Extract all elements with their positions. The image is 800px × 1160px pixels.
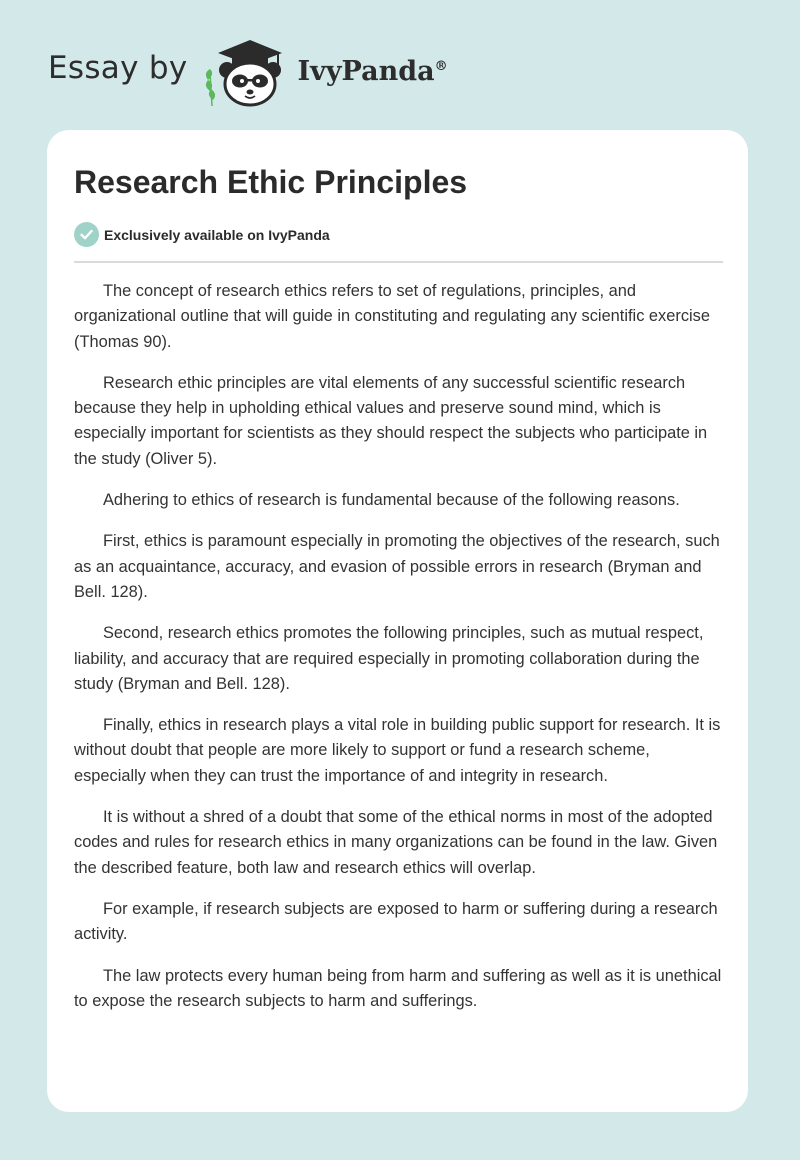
exclusive-badge-label: Exclusively available on IvyPanda bbox=[104, 226, 330, 243]
paragraph: It is without a shred of a doubt that some of the ethical norms in most of the adopted codes and rules for research ethics in many organizations can be found in the law. Given the described feature, both law and research ethics will overlap. bbox=[74, 808, 718, 877]
paragraph: Research ethic principles are vital elements of any successful scientific research because they help in upholding ethical values and preserve sound mind, which is especially important for scientists as they should respect the subjects who participate in the study (Oliver 5). bbox=[74, 373, 708, 468]
registered-mark: ® bbox=[434, 58, 448, 74]
paragraph: Finally, ethics in research plays a vital role in building public support for research. It is without doubt that people are more likely to support or fund a research scheme, especially when they can trust the importance of and integrity in research. bbox=[74, 716, 721, 785]
page-title: Research Ethic Principles bbox=[74, 164, 468, 200]
panda-graduation-cap-logo-icon[interactable] bbox=[202, 36, 298, 108]
paragraph: Second, research ethics promotes the following principles, such as mutual respect, liability, and accuracy that are required especially in promoting collaboration during the study (Bryman and Bell. 128). bbox=[74, 624, 704, 693]
paragraph: The concept of research ethics refers to set of regulations, principles, and organizational outline that will guide in constituting and regulating any scientific exercise (Thomas 90). bbox=[74, 282, 710, 351]
paragraph: First, ethics is paramount especially in promoting the objectives of the research, such as an acquaintance, accuracy, and evasion of possible errors in research (Bryman and Bell. 128). bbox=[74, 532, 720, 601]
brand-name[interactable]: IvyPanda® bbox=[297, 55, 448, 87]
essay-body bbox=[74, 279, 726, 1030]
paragraph: The law protects every human being from harm and suffering as well as it is unethical to expose the research subjects to harm and sufferings. bbox=[74, 966, 722, 1010]
paragraph: Adhering to ethics of research is fundamental because of the following reasons. bbox=[103, 491, 680, 510]
paragraph: For example, if research subjects are exposed to harm or suffering during a research activity. bbox=[74, 899, 718, 944]
check-circle-icon bbox=[74, 222, 99, 247]
essay-card bbox=[47, 130, 748, 1112]
title-divider bbox=[74, 261, 723, 263]
exclusive-badge bbox=[74, 222, 330, 247]
essay-by-label: Essay by bbox=[48, 50, 188, 86]
brand-header bbox=[48, 36, 448, 108]
